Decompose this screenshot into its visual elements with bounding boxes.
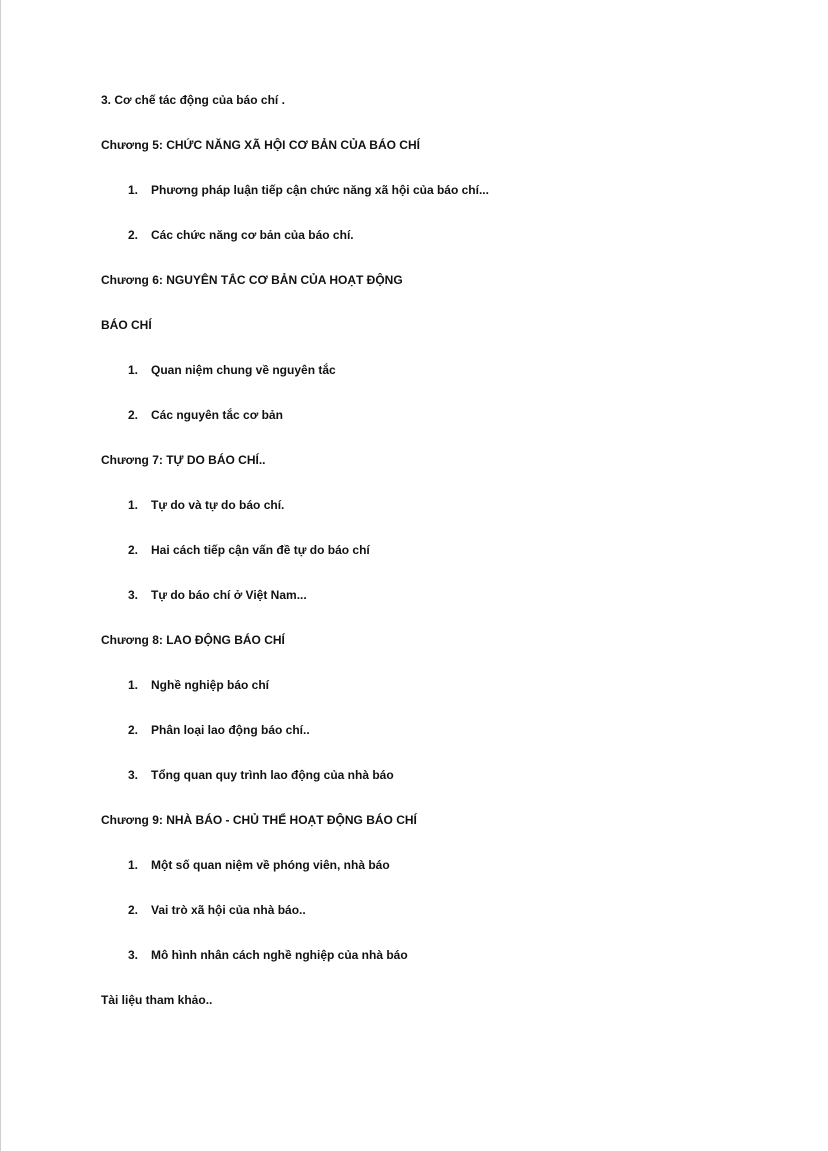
list-item xyxy=(101,902,781,947)
list-item-text: Phương pháp luận tiếp cận chức năng xã hội của báo chí... xyxy=(151,183,489,197)
list-item xyxy=(101,362,781,407)
list-item-number: 2. xyxy=(127,228,138,242)
list-item-text: Vai trò xã hội của nhà báo.. xyxy=(151,903,306,917)
list-item xyxy=(101,227,781,272)
list-item xyxy=(101,182,781,227)
document-body xyxy=(101,92,781,1037)
list-item-text: Quan niệm chung về nguyên tắc xyxy=(151,363,336,377)
list-item xyxy=(101,767,781,812)
list-item-number: 3. xyxy=(127,588,138,602)
list-item-text: Hai cách tiếp cận vấn đề tự do báo chí xyxy=(151,543,370,557)
references-heading: Tài liệu tham khảo.. xyxy=(101,993,213,1007)
list-item-text: Các nguyên tắc cơ bản xyxy=(151,408,283,422)
list-item-text: Nghề nghiệp báo chí xyxy=(151,678,270,692)
list-item-number: 3. xyxy=(127,768,138,782)
chapter-6-heading-continued: BÁO CHÍ xyxy=(101,318,152,332)
list-item-number: 1. xyxy=(127,183,138,197)
list-item-text: Tổng quan quy trình lao động của nhà báo xyxy=(151,768,394,782)
list-item xyxy=(101,857,781,902)
chapter-7-heading: Chương 7: TỰ DO BÁO CHÍ.. xyxy=(101,453,266,467)
list-item xyxy=(101,587,781,632)
list-item-number: 2. xyxy=(127,903,138,917)
list-item-number: 2. xyxy=(127,408,138,422)
section-3-heading: 3. Cơ chế tác động của báo chí . xyxy=(101,93,285,107)
chapter-8-heading: Chương 8: LAO ĐỘNG BÁO CHÍ xyxy=(101,633,285,647)
list-item-number: 1. xyxy=(127,678,138,692)
list-item xyxy=(101,542,781,587)
list-item xyxy=(101,497,781,542)
page-edge xyxy=(0,0,1,1151)
list-item xyxy=(101,722,781,767)
list-item-text: Tự do và tự do báo chí. xyxy=(151,498,285,512)
list-item-text: Phân loại lao động báo chí.. xyxy=(151,723,310,737)
list-item xyxy=(101,407,781,452)
list-item-number: 2. xyxy=(127,543,138,557)
list-item-number: 1. xyxy=(127,363,138,377)
list-item-text: Một số quan niệm về phóng viên, nhà báo xyxy=(151,858,390,872)
list-item-text: Mô hình nhân cách nghề nghiệp của nhà báo xyxy=(151,948,408,962)
chapter-6-heading: Chương 6: NGUYÊN TẮC CƠ BẢN CỦA HOẠT ĐỘNG xyxy=(101,273,403,287)
list-item xyxy=(101,947,781,992)
chapter-9-heading: Chương 9: NHÀ BÁO - CHỦ THỂ HOẠT ĐỘNG BÁO CHÍ xyxy=(101,813,417,827)
list-item-text: Các chức năng cơ bản của báo chí. xyxy=(151,228,354,242)
list-item-number: 1. xyxy=(127,498,138,512)
list-item-text: Tự do báo chí ở Việt Nam... xyxy=(151,588,307,602)
list-item-number: 1. xyxy=(127,858,138,872)
list-item-number: 2. xyxy=(127,723,138,737)
chapter-5-heading: Chương 5: CHỨC NĂNG XÃ HỘI CƠ BẢN CỦA BÁO CHÍ xyxy=(101,138,420,152)
list-item xyxy=(101,677,781,722)
list-item-number: 3. xyxy=(127,948,138,962)
